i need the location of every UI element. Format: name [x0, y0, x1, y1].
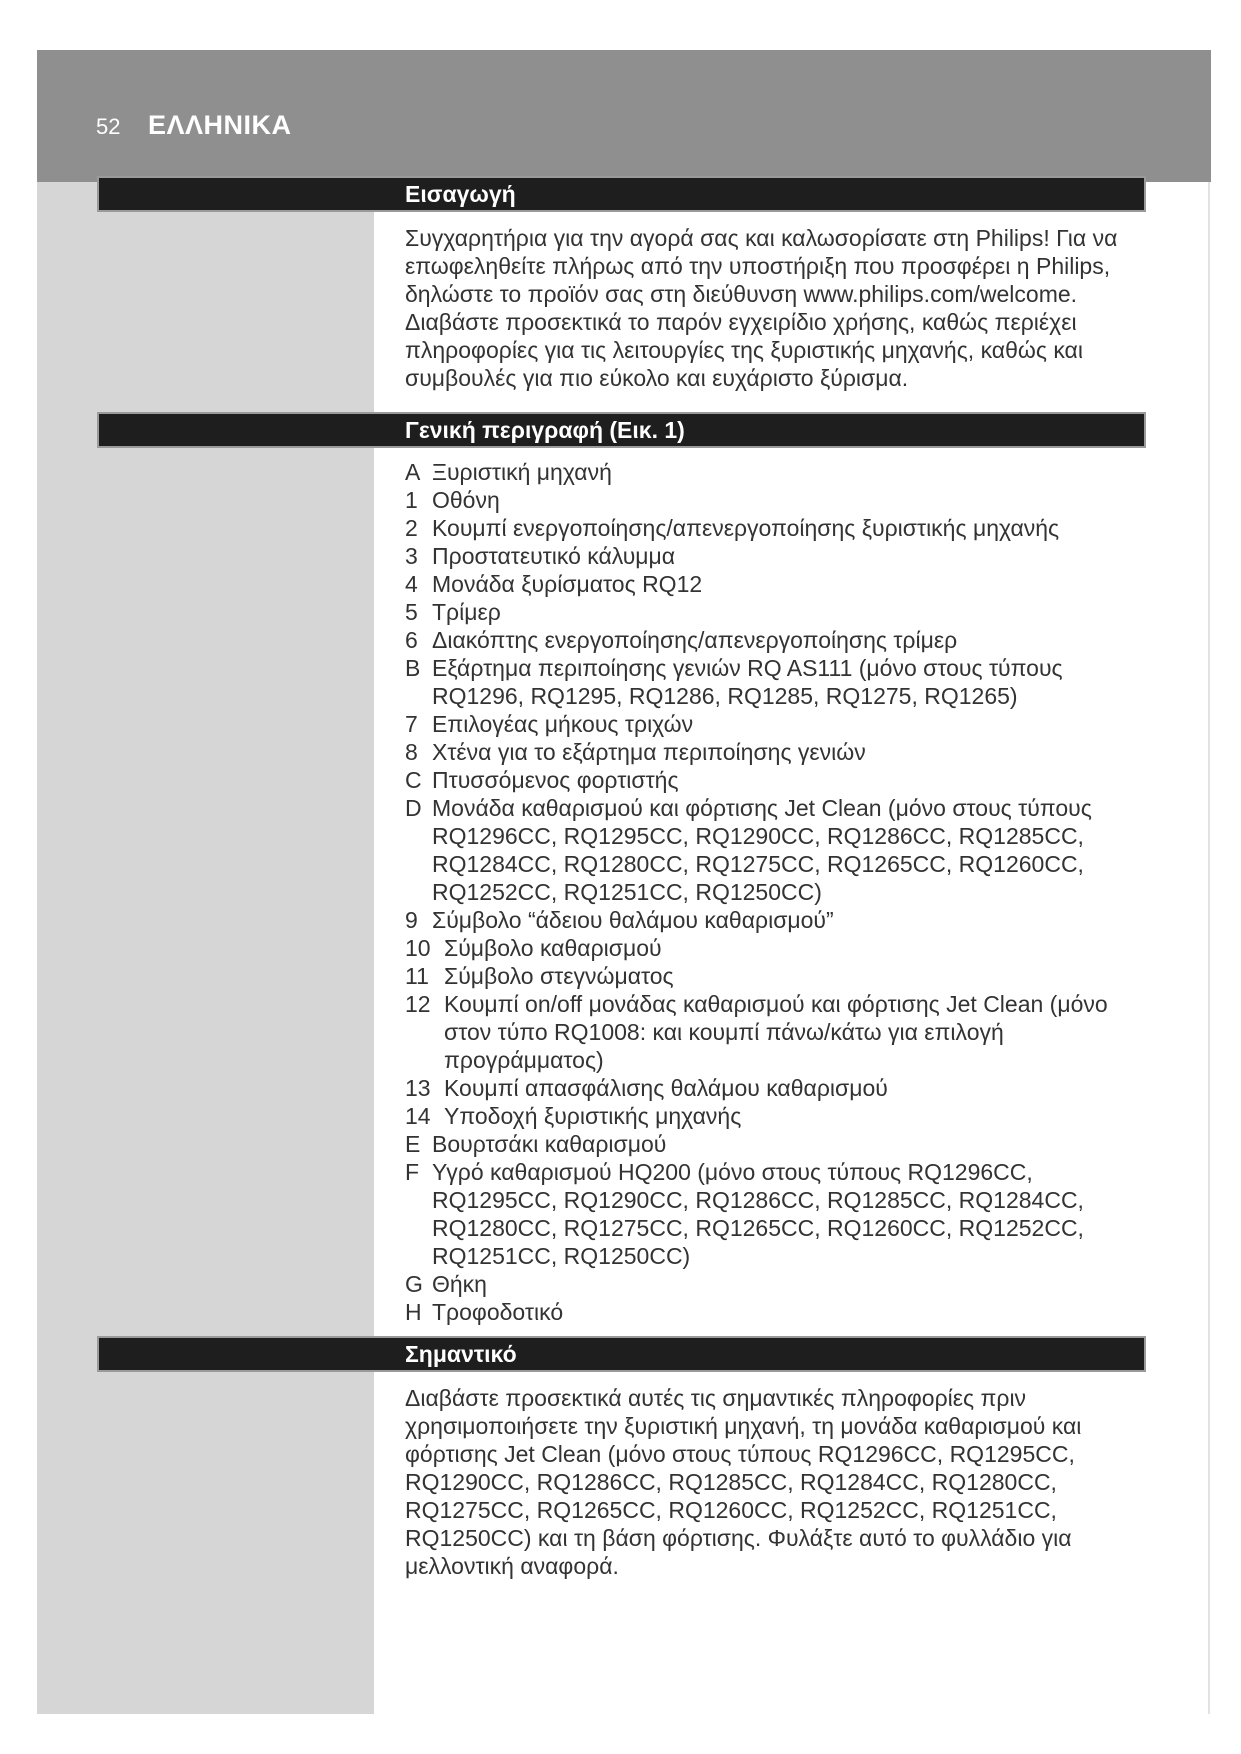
important-paragraph: Διαβάστε προσεκτικά αυτές τις σημαντικές πληροφορίες πριν χρησιμοποιήσετε την ξυριστική μηχανή, τη μονάδα καθαρισμού και φόρτισης Jet Clean (μόνο στους τύπους RQ1296CC, RQ1295CC, RQ1290CC, RQ1286CC, RQ1285CC, RQ1284CC, RQ1280CC, RQ1275CC, RQ1265CC, RQ1260CC, RQ1252CC, RQ1251CC, RQ1250CC) και τη βάση φόρτισης. Φυλάξτε αυτό το φυλλάδιο για μελλοντική αναφορά. — [405, 1385, 1082, 1579]
parts-item-code: 5 — [405, 599, 418, 625]
parts-item-code: 12 — [405, 991, 431, 1017]
parts-item-code: 11 — [405, 963, 429, 989]
intro-text-block — [405, 224, 1125, 392]
parts-item-text: Βουρτσάκι καθαρισμού — [432, 1131, 667, 1157]
parts-item-code: B — [405, 655, 421, 681]
parts-item-text: Μονάδα καθαρισμού και φόρτισης Jet Clean (μόνο στους τύπους RQ1296CC, RQ1295CC, RQ1290CC, RQ1286CC, RQ1285CC, RQ1284CC, RQ1280CC, RQ1275CC, RQ1265CC, RQ1260CC, RQ1252CC, RQ1251CC, RQ1250CC) — [432, 795, 1092, 905]
parts-list-item — [405, 654, 1125, 710]
parts-item-text: Σύμβολο “άδειου θαλάμου καθαρισμού” — [432, 907, 834, 933]
parts-item-code: 8 — [405, 739, 418, 765]
important-text-block — [405, 1384, 1125, 1580]
parts-item-code: 10 — [405, 935, 431, 961]
parts-list-item — [405, 794, 1125, 906]
parts-item-code: 7 — [405, 711, 418, 737]
parts-item-text: Κουμπί απασφάλισης θαλάμου καθαρισμού — [444, 1075, 888, 1101]
section-title-general: Γενική περιγραφή (Εικ. 1) — [405, 417, 685, 443]
parts-list-item — [405, 1298, 1125, 1326]
right-edge-line — [1208, 182, 1210, 1714]
parts-item-code: 14 — [405, 1103, 431, 1129]
parts-list-item — [405, 514, 1125, 542]
parts-item-text: Θήκη — [432, 1271, 487, 1297]
parts-item-text: Κουμπί on/off μονάδας καθαρισμού και φόρτισης Jet Clean (μόνο στον τύπο RQ1008: και κουμπί πάνω/κάτω για επιλογή προγράμματος) — [444, 991, 1108, 1073]
parts-item-text: Διακόπτης ενεργοποίησης/απενεργοποίησης τρίμερ — [432, 627, 958, 653]
parts-item-text: Σύμβολο στεγνώματος — [444, 963, 674, 989]
parts-list-item — [405, 990, 1125, 1074]
parts-list-item — [405, 626, 1125, 654]
page-number: 52 — [96, 114, 121, 139]
parts-list-item — [405, 1130, 1125, 1158]
page-language-title: ΕΛΛΗΝΙΚΑ — [148, 110, 292, 140]
intro-paragraph: Συγχαρητήρια για την αγορά σας και καλωσορίσατε στη Philips! Για να επωφεληθείτε πλήρως από την υποστήριξη που προσφέρει η Philips, δηλώστε το προϊόν σας στη διεύθυνση www.philips.com/welcome. Διαβάστε προσεκτικά το παρόν εγχειρίδιο χρήσης, καθώς περιέχει πληροφορίες για τις λειτουργίες της ξυριστικής μηχανής, καθώς και συμβουλές για πιο εύκολο και ευχάριστο ξύρισμα. — [405, 225, 1118, 391]
parts-item-code: E — [405, 1131, 421, 1157]
parts-item-code: 13 — [405, 1075, 431, 1101]
parts-item-text: Κουμπί ενεργοποίησης/απενεργοποίησης ξυριστικής μηχανής — [432, 515, 1060, 541]
parts-list — [405, 458, 1125, 1326]
parts-list-item — [405, 1102, 1125, 1130]
parts-list-item — [405, 598, 1125, 626]
section-title-important: Σημαντικό — [405, 1341, 517, 1367]
parts-item-code: A — [405, 459, 421, 485]
parts-item-text: Σύμβολο καθαρισμού — [444, 935, 662, 961]
parts-item-code: F — [405, 1159, 420, 1185]
parts-item-code: 2 — [405, 515, 418, 541]
parts-list-item — [405, 1158, 1125, 1270]
parts-item-text: Μονάδα ξυρίσματος RQ12 — [432, 571, 703, 597]
parts-item-code: 4 — [405, 571, 418, 597]
parts-list-item — [405, 570, 1125, 598]
parts-list-item — [405, 1074, 1125, 1102]
parts-item-code: D — [405, 795, 422, 821]
parts-item-text: Πτυσσόμενος φορτιστής — [432, 767, 679, 793]
parts-item-text: Εξάρτημα περιποίησης γενιών RQ AS111 (μόνο στους τύπους RQ1296, RQ1295, RQ1286, RQ1285, RQ1275, RQ1265) — [432, 655, 1063, 709]
section-bar-important — [97, 1336, 1146, 1372]
parts-item-text: Τροφοδοτικό — [432, 1299, 564, 1325]
parts-item-text: Προστατευτικό κάλυμμα — [432, 543, 676, 569]
parts-item-code: 1 — [405, 487, 418, 513]
parts-item-code: 6 — [405, 627, 418, 653]
parts-item-text: Ξυριστική μηχανή — [432, 459, 612, 485]
parts-list-item — [405, 962, 1125, 990]
parts-item-code: 3 — [405, 543, 418, 569]
general-list-block — [405, 458, 1125, 1326]
parts-item-text: Οθόνη — [432, 487, 500, 513]
parts-item-code: H — [405, 1299, 422, 1325]
parts-item-code: 9 — [405, 907, 418, 933]
parts-list-item — [405, 1270, 1125, 1298]
section-bar-intro — [97, 176, 1146, 212]
parts-list-item — [405, 766, 1125, 794]
section-title-intro: Εισαγωγή — [405, 181, 516, 207]
parts-list-item — [405, 710, 1125, 738]
parts-list-item — [405, 486, 1125, 514]
parts-list-item — [405, 738, 1125, 766]
parts-item-code: G — [405, 1271, 423, 1297]
parts-list-item — [405, 458, 1125, 486]
parts-item-text: Χτένα για το εξάρτημα περιποίησης γενιών — [432, 739, 866, 765]
parts-item-text: Τρίμερ — [432, 599, 501, 625]
parts-list-item — [405, 934, 1125, 962]
parts-item-text: Επιλογέας μήκους τριχών — [432, 711, 694, 737]
parts-list-item — [405, 542, 1125, 570]
parts-item-text: Υποδοχή ξυριστικής μηχανής — [444, 1103, 742, 1129]
parts-list-item — [405, 906, 1125, 934]
parts-item-code: C — [405, 767, 422, 793]
parts-item-text: Υγρό καθαρισμού HQ200 (μόνο στους τύπους RQ1296CC, RQ1295CC, RQ1290CC, RQ1286CC, RQ1285CC, RQ1284CC, RQ1280CC, RQ1275CC, RQ1265CC, RQ1260CC, RQ1252CC, RQ1251CC, RQ1250CC) — [432, 1159, 1084, 1269]
